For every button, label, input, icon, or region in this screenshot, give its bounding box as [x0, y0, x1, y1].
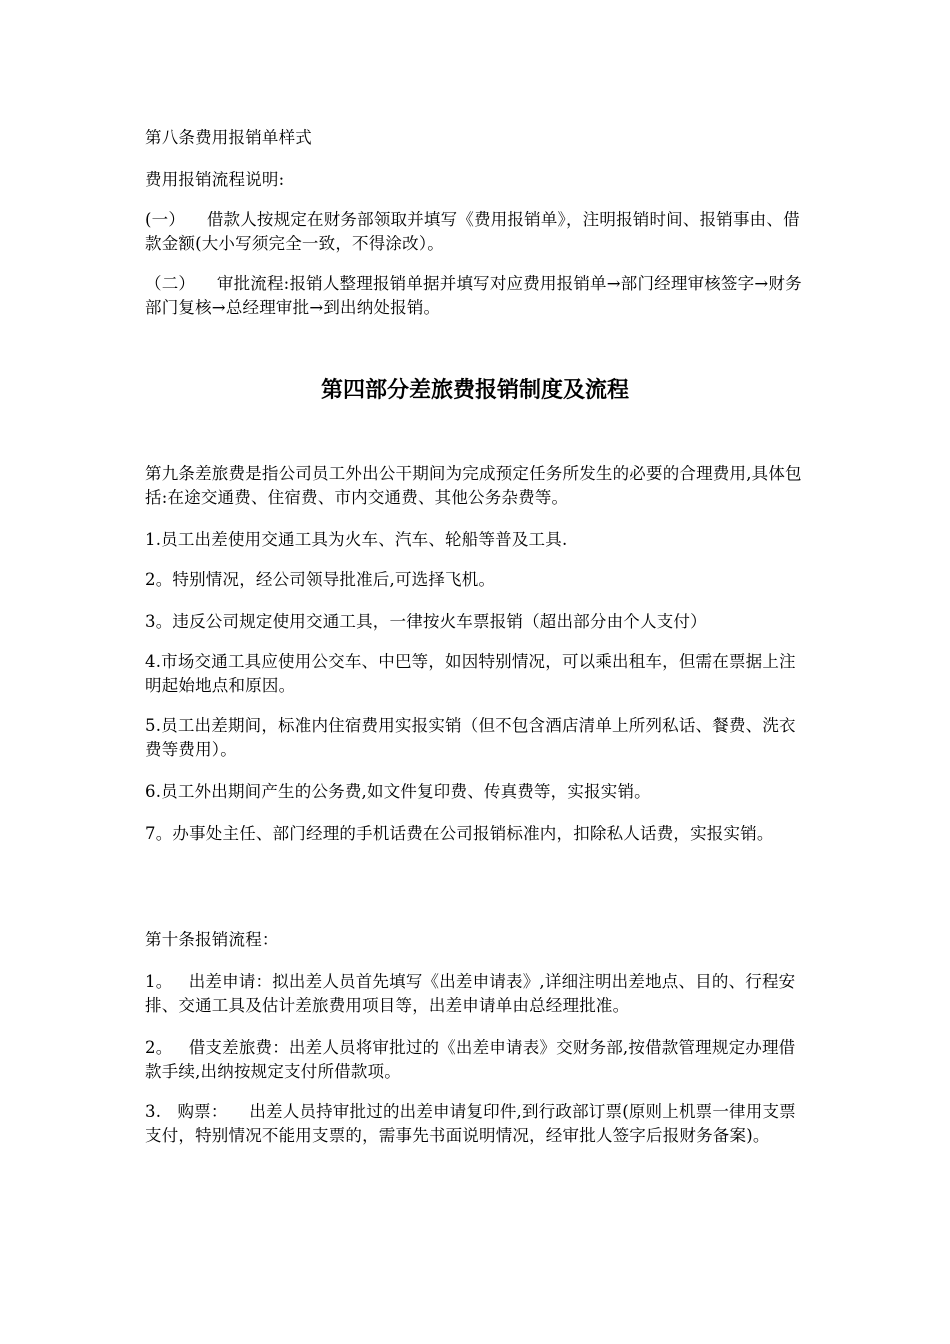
section8-item-1: (一） 借款人按规定在财务部领取并填写《费用报销单》，注明报销时间、报销事由、借款金额(大小写须完全一致，不得涂改）。: [145, 210, 800, 253]
section9-item-5: 5.员工出差期间，标准内住宿费用实报实销（但不包含酒店清单上所列私话、餐费、洗衣费等费用）。: [145, 716, 796, 759]
section8-title: 第八条费用报销单样式: [145, 128, 312, 147]
section10-item-1: 1。 出差申请：拟出差人员首先填写《出差申请表》,详细注明出差地点、目的、行程安排、交通工具及估计差旅费用项目等，出差申请单由总经理批准。: [145, 972, 796, 1015]
section10-title: 第十条报销流程：: [145, 930, 279, 949]
section9-item-6: 6.员工外出期间产生的公务费,如文件复印费、传真费等，实报实销。: [145, 782, 651, 801]
section8-subtitle: 费用报销流程说明:: [145, 170, 285, 189]
section9-item-1: 1.员工出差使用交通工具为火车、汽车、轮船等普及工具.: [145, 530, 568, 549]
section9-item-2: 2。特别情况，经公司领导批准后,可选择飞机。: [145, 570, 496, 589]
section9-intro: 第九条差旅费是指公司员工外出公干期间为完成预定任务所发生的必要的合理费用,具体包括:在途交通费、住宿费、市内交通费、其他公务杂费等。: [145, 464, 802, 507]
section9-item-7: 7。办事处主任、部门经理的手机话费在公司报销标准内，扣除私人话费，实报实销。: [145, 824, 774, 843]
section10-item-3: 3. 购票： 出差人员持审批过的出差申请复印件,到行政部订票(原则上机票一律用支票支付，特别情况不能用支票的，需事先书面说明情况，经审批人签字后报财务备案)。: [145, 1102, 796, 1145]
section9-item-4: 4.市场交通工具应使用公交车、中巴等，如因特别情况，可以乘出租车，但需在票据上注明起始地点和原因。: [145, 652, 796, 695]
part4-heading: 第四部分差旅费报销制度及流程: [320, 378, 629, 403]
section10-item-2: 2。 借支差旅费：出差人员将审批过的《出差申请表》交财务部,按借款管理规定办理借款手续,出纳按规定支付所借款项。: [145, 1038, 796, 1081]
section9-item-3: 3。违反公司规定使用交通工具，一律按火车票报销（超出部分由个人支付）: [145, 612, 707, 631]
section8-item-2: （二） 审批流程:报销人整理报销单据并填写对应费用报销单→部门经理审核签字→财务部门复核→总经理审批→到出纳处报销。: [145, 274, 802, 317]
